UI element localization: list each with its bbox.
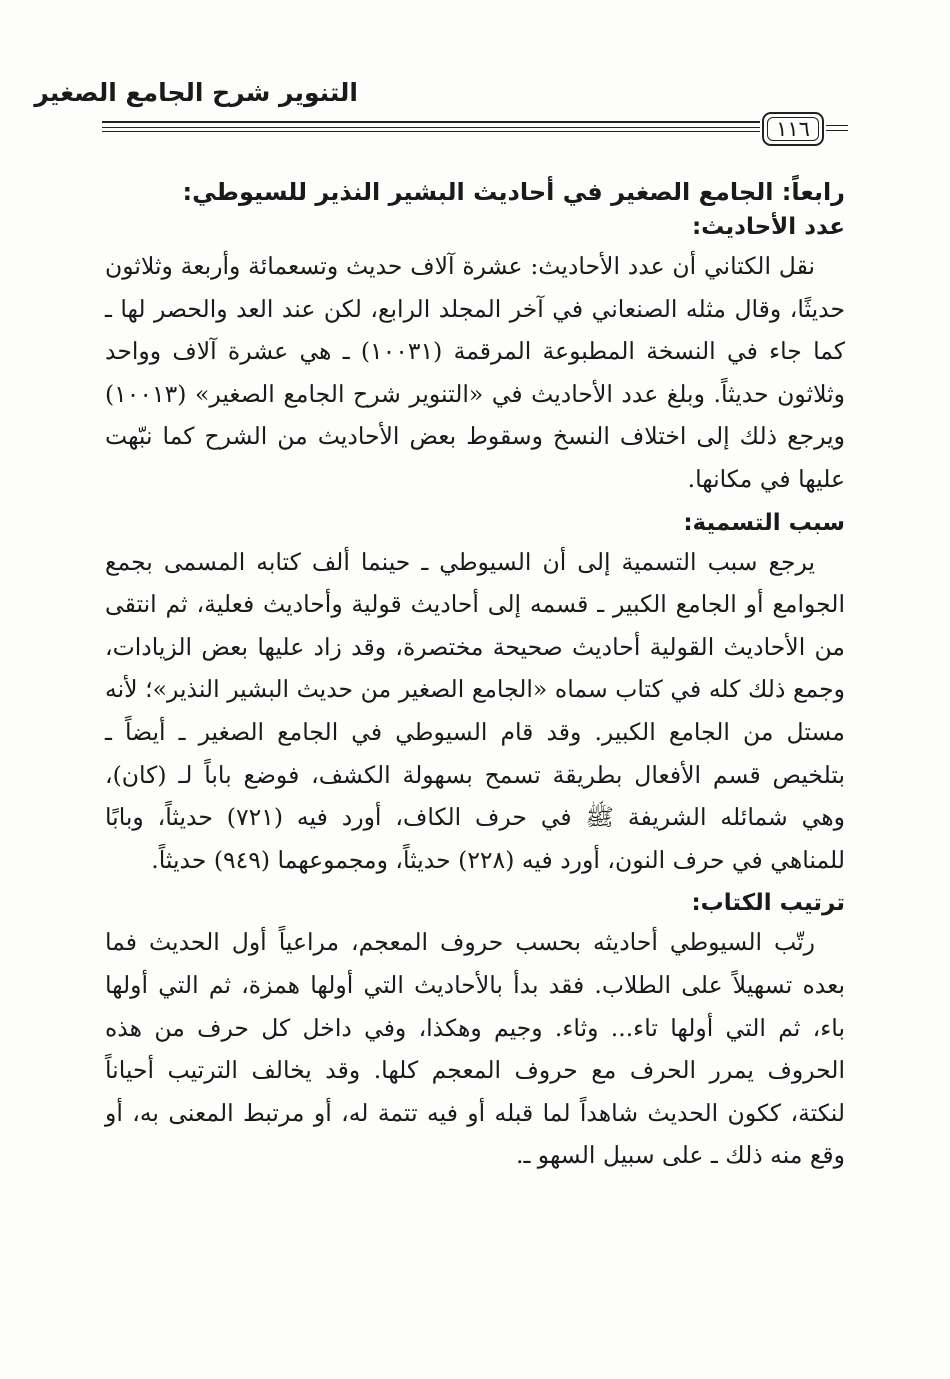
section-heading: ترتيب الكتاب: [691,890,845,917]
header-rule-end [826,125,848,131]
page-number-frame [762,112,824,146]
page-number: ١١٦ [776,117,810,141]
section-heading: سبب التسمية: [683,509,845,536]
header-rule [102,121,760,123]
section-heading: عدد الأحاديث: [691,214,845,240]
page-body [105,175,845,1177]
header-double-rule [102,127,760,132]
running-title: التنوير شرح الجامع الصغير [34,78,358,107]
section-paragraph: نقل الكتاني أن عدد الأحاديث: عشرة آلاف حديث وتسعمائة وأربعة وثلاثون حديثًا، وقال مثله الصنعاني في آخر المجلد الرابع، لكن عند العد والحصر لها ـ كما جاء في النسخة المطبوعة المرقمة (١٠٠٣١) ـ هي عشرة آلاف وواحد وثلاثون حديثاً. وبلغ عدد الأحاديث في «التنوير شرح الجامع الصغير» (١٠٠١٣) ويرجع ذلك إلى اختلاف النسخ وسقوط بعض الأحاديث من الشرح كما نبّهت عليها في مكانها. [105,252,846,493]
main-heading: رابعاً: الجامع الصغير في أحاديث البشير النذير للسيوطي: [182,178,845,206]
section-paragraph: رتّب السيوطي أحاديثه بحسب حروف المعجم، مراعياً أول الحديث فما بعده تسهيلاً على الطلاب. فقد بدأ بالأحاديث التي أولها همزة، ثم التي أولها باء، ثم التي أولها تاء... وثاء. وجيم وهكذا، وفي داخل كل حرف من هذه الحروف يمرر الحرف مع حروف المعجم كلها. وقد يخالف الترتيب أحياناً لنكتة، ككون الحديث شاهداً لما قبله أو فيه تتمة له، أو مرتبط المعنى به، أو وقع منه ذلك ـ على سبيل السهو ـ. [105,928,845,1170]
section-paragraph: يرجع سبب التسمية إلى أن السيوطي ـ حينما ألف كتابه المسمى بجمع الجوامع أو الجامع الكبير ـ قسمه إلى أحاديث قولية وأحاديث فعلية، ثم انتقى من الأحاديث القولية أحاديث صحيحة مختصرة، وقد زاد عليها بعض الزيادات، وجمع ذلك كله في كتاب سماه «الجامع الصغير من حديث البشير النذير»؛ لأنه مستل من الجامع الكبير. وقد قام السيوطي في الجامع الصغير ـ أيضاً ـ بتلخيص قسم الأفعال بطريقة تسمح بسهولة الكشف، فوضع باباً لـ (كان)، وهي شمائله الشريفة ﷺ في حرف الكاف، أورد فيه (٧٢١) حديثاً، وبابًا للمناهي في حرف النون، أورد فيه (٢٢٨) حديثاً، ومجموعهما (٩٤٩) حديثاً. [105,547,845,874]
